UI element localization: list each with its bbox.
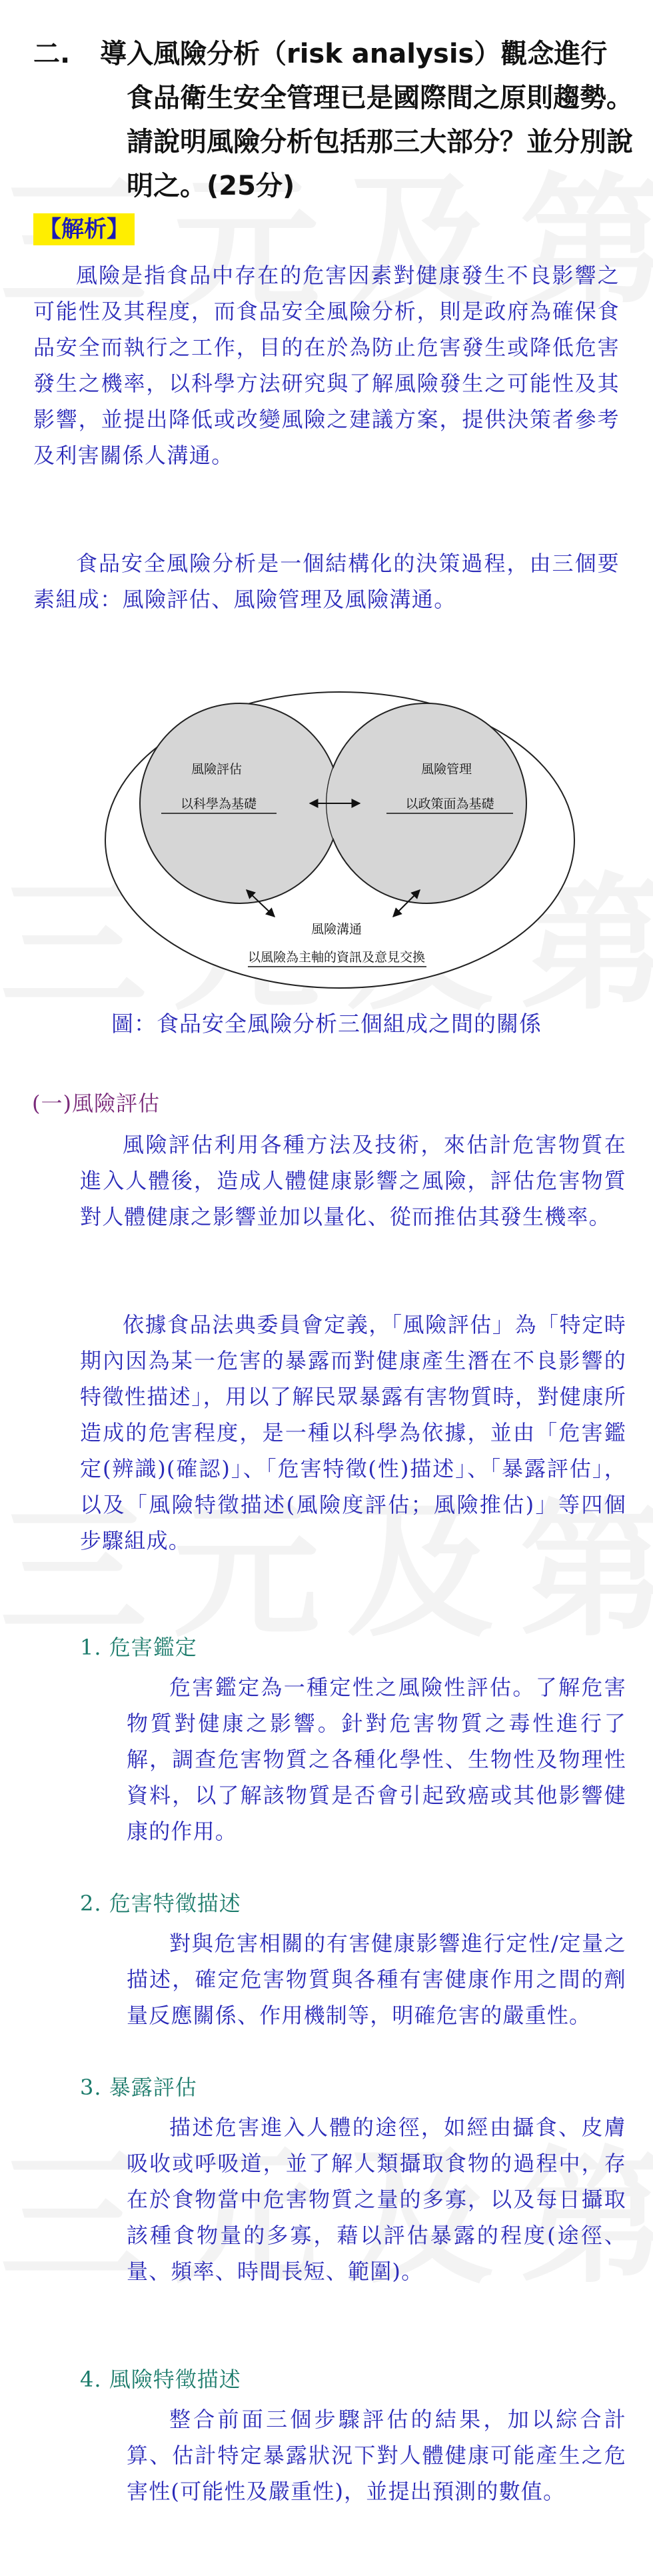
right-title: 風險管理: [420, 762, 472, 777]
step-4-heading: 4. 風險特徵描述: [80, 2367, 241, 2392]
section-paragraph-1: 風險評估利用各種方法及技術，來估計危害物質在進入人體後，造成人體健康影響之風險，評估危害物質對人體健康之影響並加以量化、從而推估其發生機率。: [80, 1132, 626, 1229]
section-heading: (一)風險評估: [32, 1091, 160, 1116]
risk-analysis-diagram: [100, 687, 580, 993]
bottom-title: 風險溝通: [311, 922, 362, 937]
question-text: 導入風險分析（risk analysis）觀念進行食品衛生安全管理已是國際間之原則趨勢。請說明風險分析包括那三大部分？並分別說明之。(25分): [100, 39, 633, 201]
step-2-heading: 2. 危害特徵描述: [80, 1891, 241, 1916]
question-title: [33, 32, 633, 208]
step-2-text: 對與危害相關的有害健康影響進行定性/定量之描述，確定危害物質與各種有害健康作用之間的劑量反應關係、作用機制等，明確危害的嚴重性。: [127, 1931, 626, 2028]
intro-paragraph-2: 食品安全風險分析是一個結構化的決策過程，由三個要素組成：風險評估、風險管理及風險溝通。: [33, 551, 620, 612]
step-1-text: 危害鑑定為一種定性之風險性評估。了解危害物質對健康之影響。針對危害物質之毒性進行了解，調查危害物質之各種化學性、生物性及物理性資料，以了解該物質是否會引起致癌或其他影響健康的作用。: [127, 1675, 626, 1844]
section-paragraph-2: 依據食品法典委員會定義，「風險評估」為「特定時期內因為某一危害的暴露而對健康產生潛在不良影響的特徵性描述」，用以了解民眾暴露有害物質時，對健康所造成的危害程度，是一種以科學為依據，並由「危害鑑定(辨識)(確認)」、「危害特徵(性)描述」、「暴露評估」，以及「風險特徵描述(風險度評估；風險推估)」等四個步驟組成。: [80, 1312, 626, 1553]
answer-badge: 【解析】: [33, 213, 135, 245]
diagram-svg: [100, 687, 580, 993]
question-number: 二.: [33, 39, 71, 69]
left-subtitle: 以科學為基礎: [180, 797, 257, 811]
step-3-text: 描述危害進入人體的途徑，如經由攝食、皮膚吸收或呼吸道，並了解人類攝取食物的過程中，存在於食物當中危害物質之量的多寡，以及每日攝取該種食物量的多寡，藉以評估暴露的程度(途徑、量、頻率、時間長短、範圍)。: [127, 2115, 626, 2284]
figure-caption: 圖：食品安全風險分析三個組成之間的關係: [111, 1011, 542, 1037]
step-1-heading: 1. 危害鑑定: [80, 1635, 197, 1660]
right-subtitle: 以政策面為基礎: [405, 797, 494, 811]
left-title: 風險評估: [191, 762, 243, 777]
step-3-heading: 3. 暴露評估: [80, 2075, 197, 2100]
bottom-subtitle: 以風險為主軸的資訊及意見交換: [247, 950, 426, 965]
step-4-text: 整合前面三個步驟評估的結果，加以綜合計算、估計特定暴露狀況下對人體健康可能產生之危害性(可能性及嚴重性)，並提出預測的數值。: [127, 2407, 626, 2504]
intro-paragraph-1: 風險是指食品中存在的危害因素對健康發生不良影響之可能性及其程度，而食品安全風險分析，則是政府為確保食品安全而執行之工作，目的在於為防止危害發生或降低危害發生之機率，以科學方法研究與了解風險發生之可能性及其影響，並提出降低或改變風險之建議方案，提供決策者參考及利害關係人溝通。: [33, 263, 620, 468]
